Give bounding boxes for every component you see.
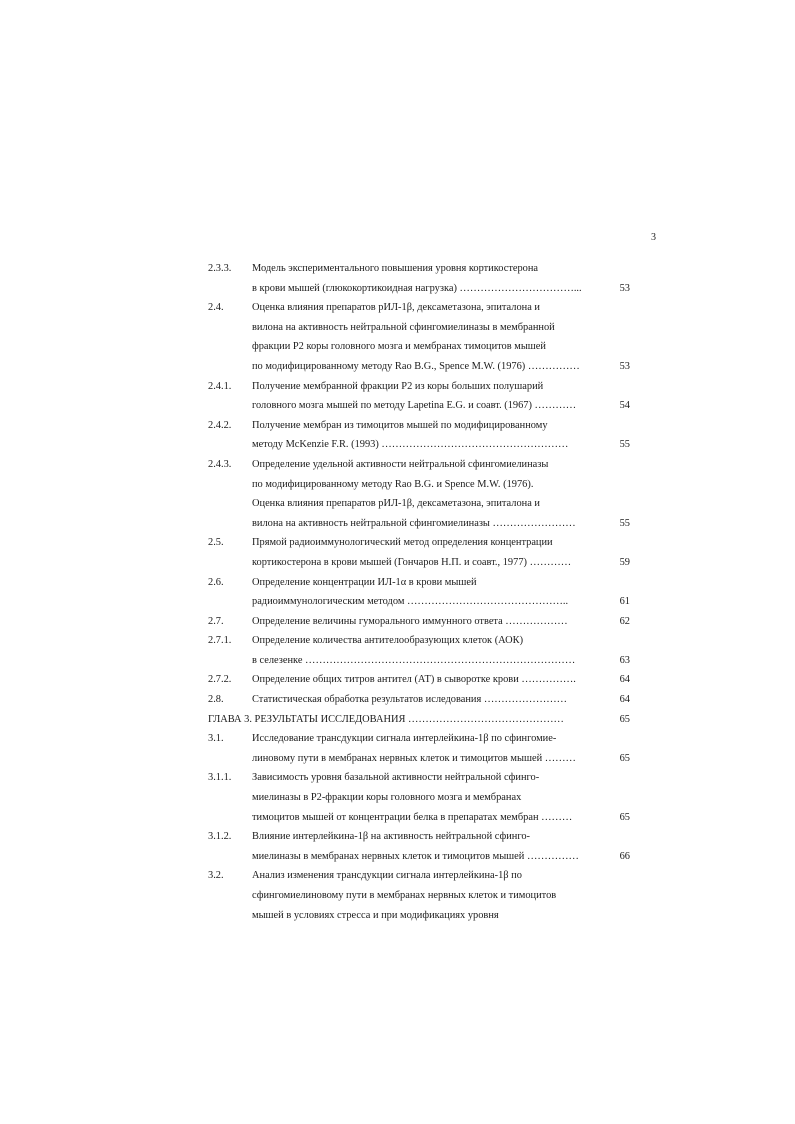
toc-entry-line: фракции Р2 коры головного мозга и мембранах тимоцитов мышей	[252, 341, 546, 353]
toc-entry-line: ГЛАВА 3. РЕЗУЛЬТАТЫ ИССЛЕДОВАНИЯ ………………………………………	[208, 713, 564, 725]
toc-entry-line: Определение общих титров антител (АТ) в сыворотке крови …………….	[252, 674, 576, 686]
toc-entry	[208, 455, 638, 533]
toc-entry-page: 61	[619, 596, 630, 608]
toc-entry-line: в селезенке ……………………………………………………………………	[252, 654, 576, 666]
toc-entry-number: 2.7.2.	[208, 674, 232, 686]
toc-entry	[208, 259, 638, 298]
toc-entry-line: вилона на активность нейтральной сфингомиелиназы ……………………	[252, 517, 576, 529]
toc-entry-page: 54	[619, 400, 630, 412]
toc-entry-page: 64	[619, 674, 630, 686]
toc-entry-page: 53	[619, 360, 630, 372]
toc-entry-line: миелиназы в мембранах нервных клеток и тимоцитов мышей ……………	[252, 850, 579, 862]
toc-entry	[208, 670, 638, 690]
toc-entry-number: 2.5.	[208, 537, 224, 549]
toc-entry-title	[252, 259, 600, 298]
toc-entry-number: 2.4.3.	[208, 458, 232, 470]
toc-entry-title	[252, 533, 600, 572]
toc-entry-number: 2.7.	[208, 615, 224, 627]
toc-entry-line: Анализ изменения трансдукции сигнала интерлейкина-1β по	[252, 870, 522, 882]
toc-entry-line: Определение концентрации ИЛ-1α в крови мышей	[252, 576, 477, 588]
toc-entry-title	[252, 690, 600, 710]
toc-entry	[208, 866, 638, 925]
toc-entry-line: тимоцитов мышей от концентрации белка в препаратах мембран ………	[252, 811, 573, 823]
toc-entry-line: Получение мембран из тимоцитов мышей по модифицированному	[252, 419, 548, 431]
toc-entry-title	[252, 573, 600, 612]
toc-entry-page: 59	[619, 556, 630, 568]
toc-entry-title	[252, 455, 600, 533]
toc-entry-line: сфингомиелиновому пути в мембранах нервных клеток и тимоцитов	[252, 890, 557, 901]
toc-entry-line: по модифицированному методу Rao B.G. и Spence M.W. (1976).	[252, 478, 534, 490]
toc-entry-number: 2.3.3.	[208, 263, 232, 274]
toc-entry-page: 55	[619, 517, 630, 529]
toc-entry-number: 2.6.	[208, 576, 224, 588]
page-number: 3	[651, 232, 656, 243]
toc-entry-line: вилона на активность нейтральной сфингомиелиназы в мембранной	[252, 321, 555, 333]
toc-entry-page: 65	[619, 811, 630, 823]
toc-entry-line: кортикостерона в крови мышей (Гончаров Н.П. и соавт., 1977) …………	[252, 556, 572, 568]
toc-entry-number: 3.1.	[208, 733, 224, 745]
toc-entry-title	[252, 729, 600, 768]
toc-entry	[208, 612, 638, 632]
toc-entry-number: 2.8.	[208, 694, 224, 706]
toc-entry-page: 65	[619, 752, 630, 764]
toc-entry-page: 64	[619, 694, 630, 706]
toc-entry-page: 66	[619, 850, 630, 862]
toc-entry-line: методу McKenzie F.R. (1993) ………………………………………………	[252, 439, 569, 451]
toc-entry	[208, 298, 638, 376]
toc-entry-line: Влияние интерлейкина-1β на активность нейтральной сфинго-	[252, 831, 530, 843]
toc-entry-number: 2.4.	[208, 302, 224, 314]
toc-entry	[208, 729, 638, 768]
toc-entry-title	[208, 710, 600, 730]
toc-entry-title	[252, 612, 600, 632]
toc-entry	[208, 533, 638, 572]
toc-entry	[208, 710, 638, 730]
toc-entry	[208, 827, 638, 866]
toc-entry	[208, 416, 638, 455]
toc-entry-title	[252, 827, 600, 866]
toc-entry-line: в крови мышей (глюкокортикоидная нагрузка) ……………………………...	[252, 282, 582, 294]
toc-entry-line: Прямой радиоиммунологический метод определения концентрации	[252, 537, 553, 549]
toc-entry	[208, 631, 638, 670]
toc-entry-number: 3.1.1.	[208, 772, 232, 784]
toc-entry-number: 3.1.2.	[208, 831, 232, 843]
toc-entry-line: миелиназы в Р2-фракции коры головного мозга и мембранах	[252, 792, 522, 804]
toc-entry-title	[252, 768, 600, 827]
toc-entry-line: Определение величины гуморального иммунного ответа ………………	[252, 615, 568, 627]
toc-entry-line: Статистическая обработка результатов иследования ……………………	[252, 694, 567, 706]
toc-entry-number: 3.2.	[208, 870, 224, 882]
toc-entry-line: Оценка влияния препаратов рИЛ-1β, дексаметазона, эпиталона и	[252, 302, 540, 314]
toc-entry-number: 2.4.2.	[208, 419, 232, 431]
toc-entry-line: мышей в условиях стресса и при модификациях уровня	[252, 909, 499, 921]
toc-entry-number: 2.7.1.	[208, 635, 232, 647]
toc-entry	[208, 768, 638, 827]
toc-entry-line: Зависимость уровня базальной активности нейтральной сфинго-	[252, 772, 540, 784]
toc-entry-line: Определение удельной активности нейтральной сфингомиелиназы	[252, 458, 549, 470]
toc-entry	[208, 573, 638, 612]
toc-entry-page: 63	[619, 654, 630, 666]
toc-entry-line: линовому пути в мембранах нервных клеток и тимоцитов мышей ………	[252, 752, 576, 764]
toc-entry-line: Определение количества антителообразующих клеток (АОК)	[252, 635, 524, 647]
toc-entry-line: Оценка влияния препаратов рИЛ-1β, дексаметазона, эпиталона и	[252, 498, 540, 510]
toc-entry-line: по модифицированному методу Rao B.G., Spence M.W. (1976) ……………	[252, 360, 580, 372]
toc-entry-page: 53	[619, 282, 630, 294]
toc-entry-title	[252, 631, 600, 670]
toc-entry-line: Модель экспериментального повышения уровня кортикостерона	[252, 263, 539, 274]
toc-entry-line: Получение мембранной фракции Р2 из коры больших полушарий	[252, 380, 544, 392]
toc-entry-number: 2.4.1.	[208, 380, 232, 392]
toc-entry-line: головного мозга мышей по методу Lapetina E.G. и соавт. (1967) …………	[252, 400, 577, 412]
toc-entry-page: 55	[619, 439, 630, 451]
toc-entry-title	[252, 866, 600, 925]
toc-entry	[208, 690, 638, 710]
toc-entry-line: Исследование трансдукции сигнала интерлейкина-1β по сфингомие-	[252, 733, 557, 745]
toc-entry-line: радиоиммунологическим методом ………………………………………..	[252, 596, 569, 608]
toc-entry-page: 62	[619, 615, 630, 627]
toc-entry-title	[252, 377, 600, 416]
table-of-contents	[208, 259, 638, 925]
toc-entry-title	[252, 670, 600, 690]
toc-entry-page: 65	[619, 713, 630, 725]
toc-entry-title	[252, 298, 600, 376]
toc-entry	[208, 377, 638, 416]
toc-entry-title	[252, 416, 600, 455]
